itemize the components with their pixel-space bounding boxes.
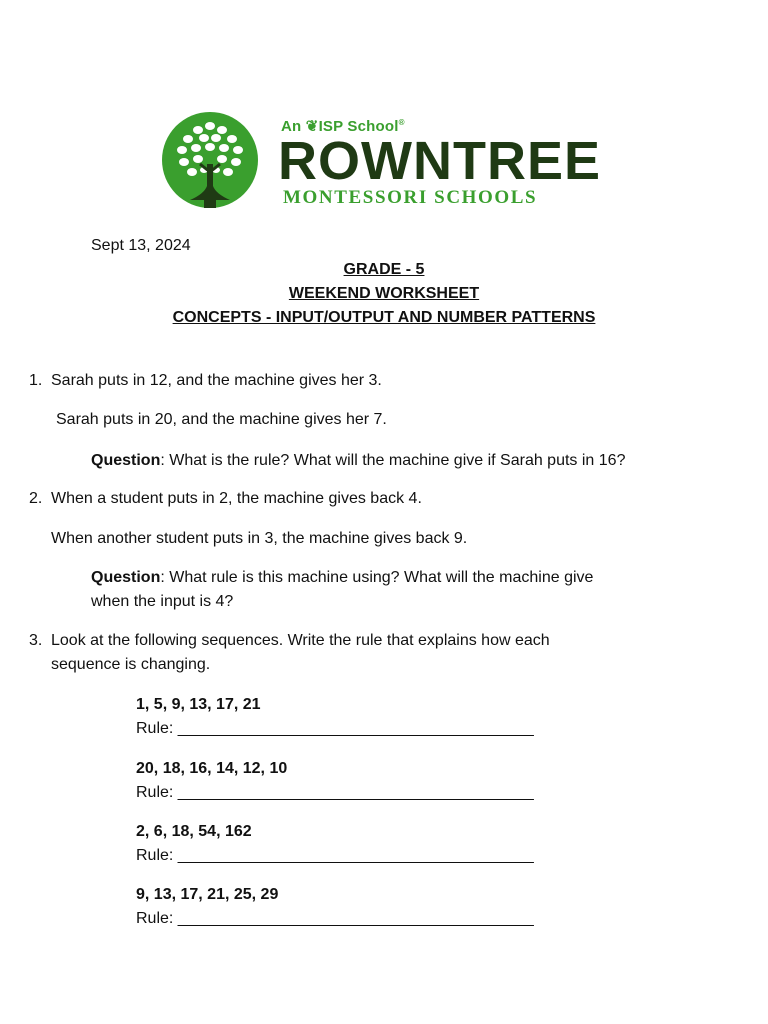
q2-question [91,566,593,590]
sequence-4: 9, 13, 17, 21, 25, 29 [136,886,279,903]
q2-question-text-1: : What rule is this machine using? What will the machine give [160,569,594,586]
leaf-icon: ❦ [305,118,319,135]
q1-question-text: : What is the rule? What will the machine give if Sarah puts in 16? [160,452,626,469]
q3-line1: Look at the following sequences. Write the rule that explains how each [51,632,550,649]
sequence-2: 20, 18, 16, 14, 12, 10 [136,760,288,777]
logo-name: ROWNTREE [278,131,601,191]
q3-number: 3. [29,632,43,649]
logo-subname: MONTESSORI SCHOOLS [283,187,538,208]
q2-line1: When a student puts in 2, the machine gives back 4. [51,490,422,507]
worksheet-title: WEEKEND WORKSHEET [288,285,480,302]
logo-tagline-suffix: ISP School [318,118,399,135]
sequence-3: 2, 6, 18, 54, 162 [136,823,252,840]
tree-logo-icon [160,112,264,212]
rule-answer-line-3[interactable]: Rule: ________________________________________ [136,847,534,864]
q1-question-label: Question [91,452,161,469]
concepts-heading: CONCEPTS - INPUT/OUTPUT AND NUMBER PATTERNS [172,309,596,326]
q1-line2: Sarah puts in 20, and the machine gives her 7. [56,411,387,428]
rule-answer-line-4[interactable]: Rule: ________________________________________ [136,910,534,927]
q1-line1: Sarah puts in 12, and the machine gives her 3. [51,372,382,389]
q3-line2: sequence is changing. [51,656,211,673]
rule-answer-line-2[interactable]: Rule: ________________________________________ [136,784,534,801]
grade-heading: GRADE - 5 [343,261,425,278]
q2-question-label: Question [91,569,161,586]
sequence-1: 1, 5, 9, 13, 17, 21 [136,696,261,713]
q2-question-text-2: when the input is 4? [91,593,234,610]
rule-answer-line-1[interactable]: Rule: ________________________________________ [136,720,534,737]
logo-tagline-prefix: An [281,118,302,135]
q2-line2: When another student puts in 3, the machine gives back 9. [51,530,468,547]
registered-mark: ® [398,118,405,127]
q1-question [91,449,625,473]
q1-number: 1. [29,372,43,389]
q2-number: 2. [29,490,43,507]
worksheet-date: Sept 13, 2024 [91,237,191,254]
